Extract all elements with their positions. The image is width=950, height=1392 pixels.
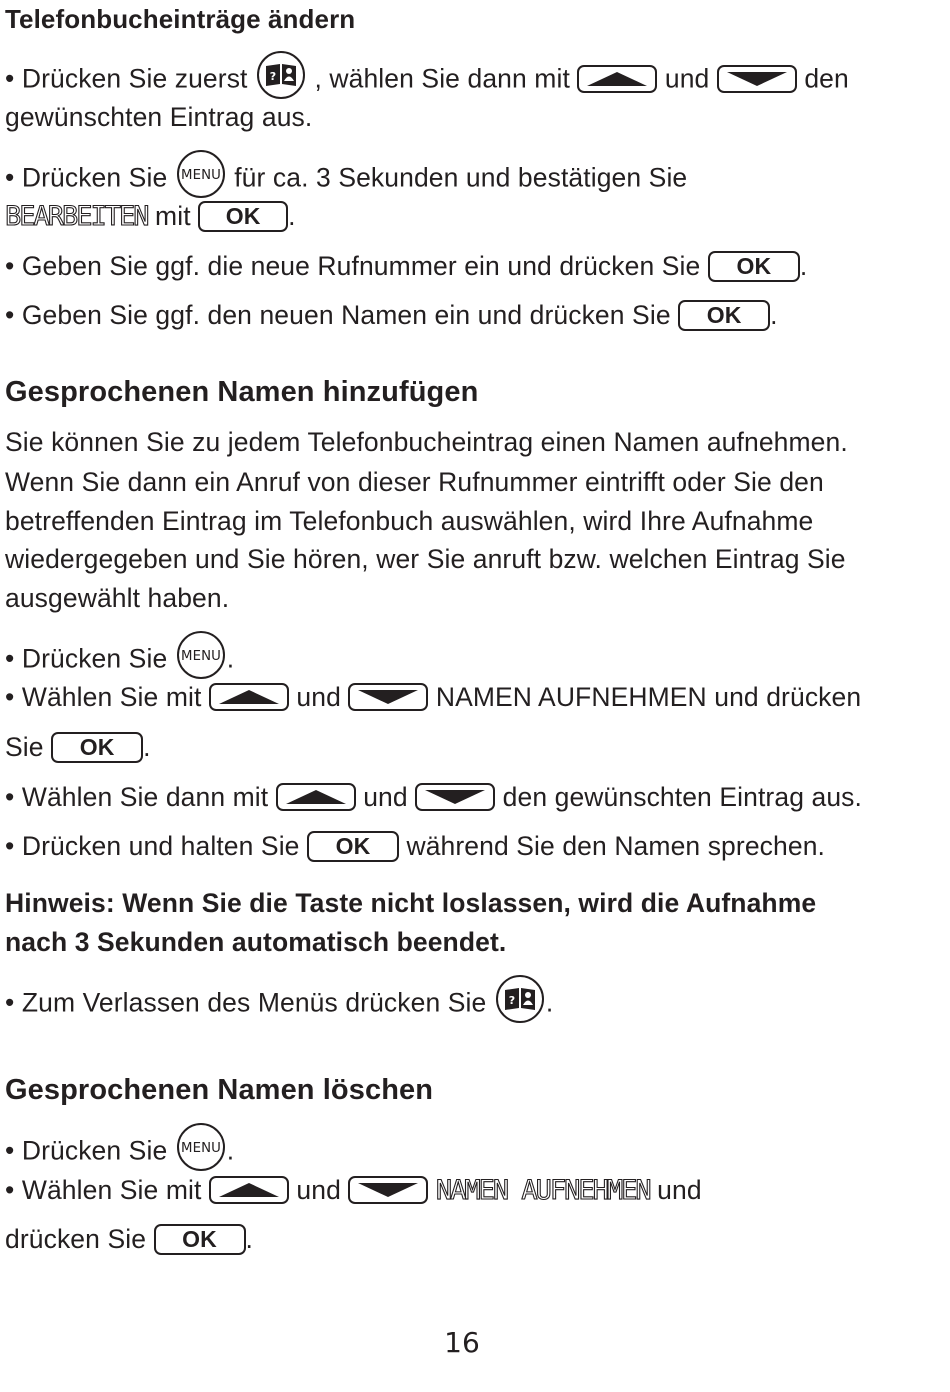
down-arrow-icon [358, 1183, 418, 1197]
instruction-line: • Zum Verlassen des Menüs drücken Sie ? . [5, 976, 553, 1033]
lcd-text-namen-aufnehmen: NAMEN AUFNEHMEN [435, 1175, 650, 1206]
svg-text:?: ? [508, 994, 516, 1007]
down-arrow-icon [358, 690, 418, 704]
up-arrow-icon [286, 790, 346, 804]
note-line: Hinweis: Wenn Sie die Taste nicht loslassen, wird die Aufnahme [5, 888, 817, 918]
section-title-edit-entries: Telefonbucheinträge ändern [5, 4, 356, 34]
instruction-line-cont: gewünschten Eintrag aus. [5, 102, 313, 132]
down-arrow-key [717, 65, 797, 93]
down-arrow-key [348, 683, 428, 711]
instruction-line: • Drücken Sie MENU . [5, 1124, 234, 1181]
up-arrow-icon [219, 1183, 279, 1197]
paragraph-line: Sie können Sie zu jedem Telefonbucheintrag einen Namen aufnehmen. [5, 427, 848, 457]
phonebook-icon [255, 50, 307, 107]
paragraph-line: betreffenden Eintrag im Telefonbuch auswählen, wird Ihre Aufnahme [5, 506, 814, 536]
up-arrow-icon [587, 72, 647, 86]
section-title-add-voice-name: Gesprochenen Namen hinzufügen [5, 376, 479, 408]
down-arrow-icon [727, 72, 787, 86]
instruction-line: • Wählen Sie mit und NAMEN AUFNEHMEN und drücken [5, 682, 862, 712]
ok-button: OK [307, 831, 399, 862]
down-arrow-key [348, 1176, 428, 1204]
instruction-line: • Geben Sie ggf. den neuen Namen ein und drücken Sie OK . [5, 300, 778, 330]
menu-label: MENU [180, 649, 221, 664]
menu-button-icon [175, 1122, 227, 1179]
ok-button: OK [678, 300, 770, 331]
instruction-line: • Drücken Sie zuerst ? , wählen Sie dann mit und den [5, 52, 849, 109]
ok-button: OK [198, 201, 288, 232]
paragraph-line: Wenn Sie dann ein Anruf von dieser Rufnummer eintrifft oder Sie den [5, 467, 824, 497]
menu-button-icon [175, 630, 227, 687]
instruction-line: • Wählen Sie dann mit und den gewünschten Eintrag aus. [5, 782, 862, 812]
svg-text:?: ? [269, 70, 277, 83]
instruction-line: • Drücken Sie MENU . [5, 632, 234, 689]
note-line: nach 3 Sekunden automatisch beendet. [5, 927, 507, 957]
instruction-line: • Wählen Sie mit und NAMEN AUFNEHMEN und [5, 1175, 702, 1206]
up-arrow-icon [219, 690, 279, 704]
instruction-line-cont: BEARBEITEN mit OK . [5, 201, 296, 232]
up-arrow-key [209, 1176, 289, 1204]
menu-button-icon [175, 149, 227, 206]
phonebook-icon [494, 974, 546, 1031]
up-arrow-key [577, 65, 657, 93]
section-title-delete-voice-name: Gesprochenen Namen löschen [5, 1074, 434, 1106]
up-arrow-key [276, 783, 356, 811]
instruction-line: • Drücken und halten Sie OK während Sie den Namen sprechen. [5, 831, 825, 861]
ok-button: OK [51, 732, 143, 763]
down-arrow-icon [425, 790, 485, 804]
menu-label: MENU [180, 168, 221, 183]
lcd-text-bearbeiten: BEARBEITEN [5, 201, 148, 232]
instruction-line-cont: drücken Sie OK . [5, 1224, 253, 1254]
instruction-line: • Drücken Sie MENU für ca. 3 Sekunden und bestätigen Sie [5, 151, 687, 208]
down-arrow-key [415, 783, 495, 811]
paragraph-line: ausgewählt haben. [5, 583, 230, 613]
page-number: 16 [444, 1326, 480, 1359]
ok-button: OK [154, 1224, 246, 1255]
instruction-line-cont: Sie OK . [5, 732, 151, 762]
up-arrow-key [209, 683, 289, 711]
instruction-line: • Geben Sie ggf. die neue Rufnummer ein und drücken Sie OK . [5, 251, 808, 281]
paragraph-line: wiedergegeben und Sie hören, wer Sie anruft bzw. welchen Eintrag Sie [5, 544, 846, 574]
menu-label: MENU [180, 1141, 221, 1156]
ok-button: OK [708, 251, 800, 282]
